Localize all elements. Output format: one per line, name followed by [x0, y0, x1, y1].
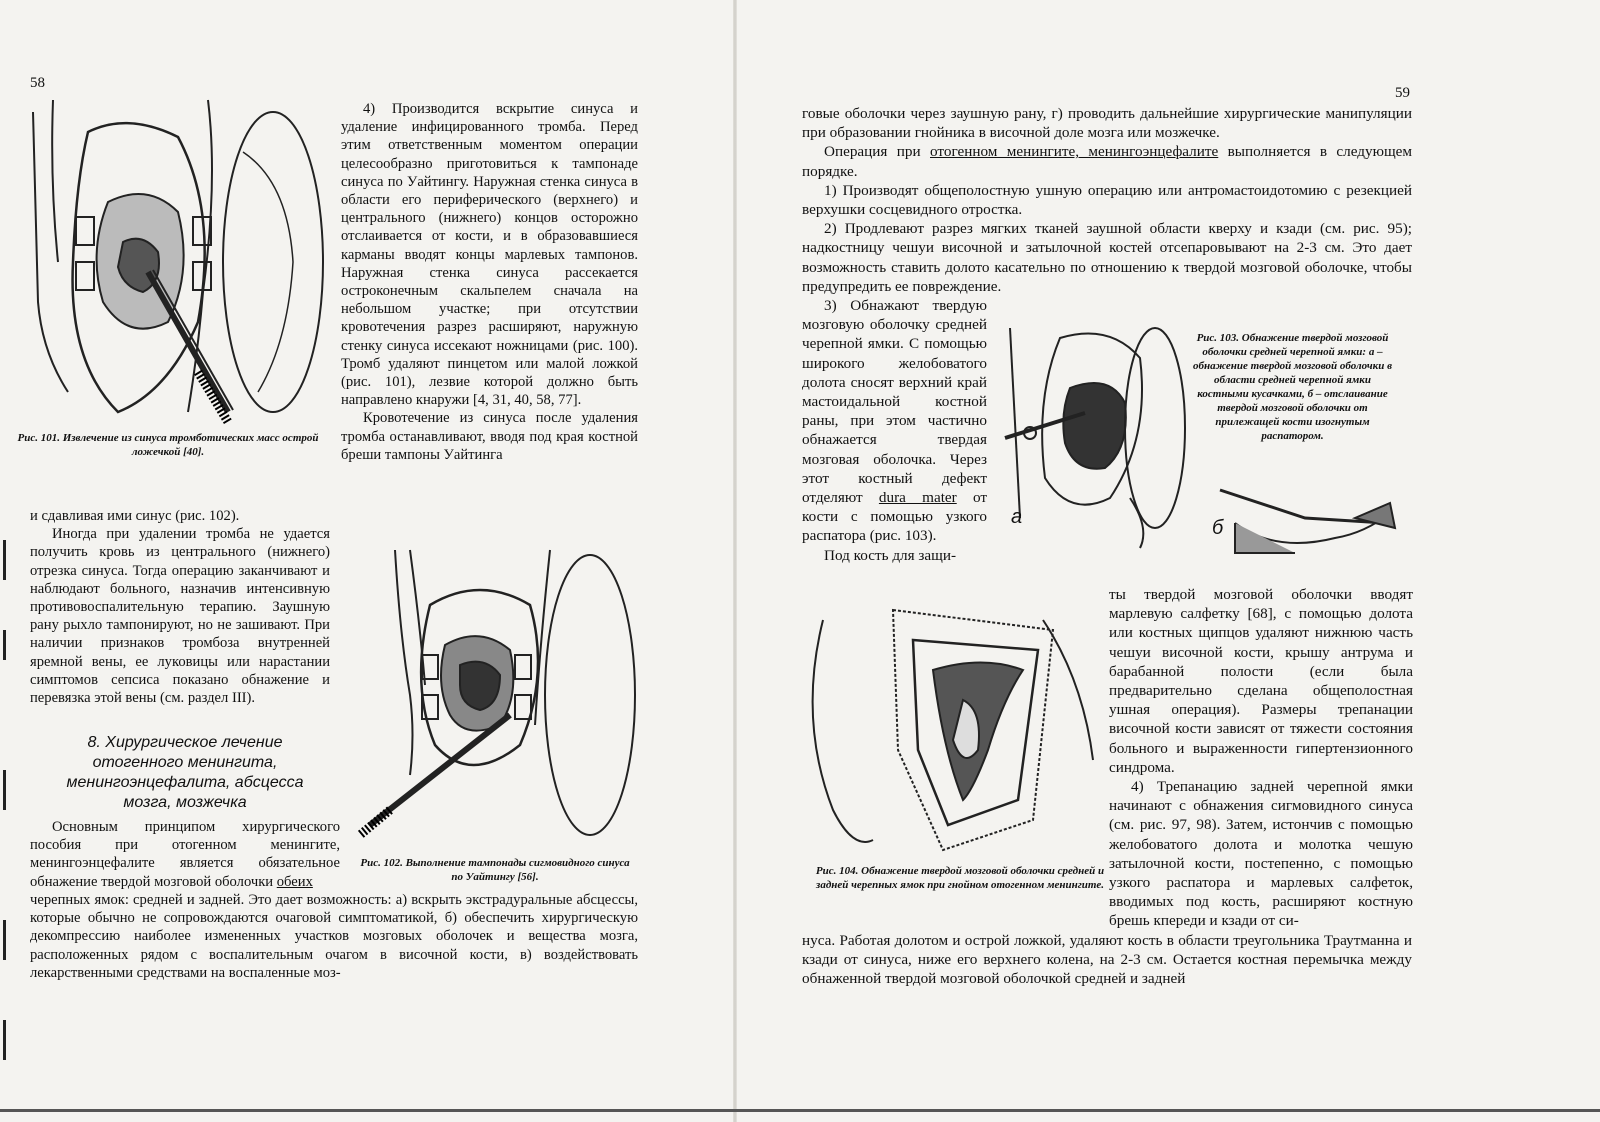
margin-mark [3, 770, 6, 810]
page-number: 59 [1395, 85, 1410, 101]
figure-104-illustration [803, 600, 1103, 860]
paragraph-thrombus: Иногда при удалении тромба не удается получить кровь из центрального (нижнего) отрезка синуса. Тогда операцию заканчивают и наблюдают больного, назначив интенсивную противовоспалительную терапию. Заушную рану рыхло тампонируют, но не зашивают. При наличии признаков тромбоза внутренней яремной вены, ее луковицы или нарастании симптомов сепсиса показано обнажение и перевязка этой вены (см. раздел III). [30, 526, 330, 707]
margin-mark [3, 630, 6, 660]
principle-continuation: черепных ямок: средней и задней. Это дает возможность: а) вскрыть экстрадуральные абсцессы, которые обычно не сопровождаются очаговой симптоматикой, б) обеспечить хирургическую декомпрессию наиболее измененных участков мозговых оболочек и вещества мозга, расположенных рядом с воспалительным очагом в височной кости, в) воздействовать лекарственными средствами на воспаленные моз- [30, 892, 638, 981]
text-top-block [802, 104, 1412, 296]
paragraph-continuation: говые оболочки через заушную рану, г) проводить дальнейшие хирургические манипуляции при образовании гнойника в височной доле мозга или мозжечке. [802, 105, 1412, 142]
underlined-term: dura mater [878, 489, 957, 507]
paragraph-principle-cont [30, 891, 638, 982]
figure-101-caption: Рис. 101. Извлечение из синуса тромботических масс острой ложечкой [40]. [17, 432, 319, 458]
paragraph-gauze: ты твердой мозговой оболочки вводят марлевую салфетку [68], с помощью долота или костных щипцов удаляют нижнюю часть чешуи височной кости, крышу антрума и барабанной полости (если была предварительно сделана общеполостная ушная операция). Размеры трепанации височной кости зависят от тяжести состояния больного и выраженности гипертензионного синдрома. [1109, 586, 1413, 776]
figure-102-illustration [350, 545, 650, 845]
text-column-right [341, 100, 638, 464]
heading-line: менингоэнцефалита, абсцесса [66, 774, 304, 791]
step-3-continuation: Под кость для защи- [824, 546, 957, 564]
heading-line: отогенного менингита, [92, 754, 278, 771]
paragraph-principle [30, 818, 340, 891]
paragraph-trautmann: нуса. Работая долотом и острой ложкой, удаляют кость в области треугольника Траутманна и кзади от синуса, ниже его верхнего колена, на 2-3 см. Остается костная перемычка между обнаженной твердой мозговой оболочкой средней и задней [802, 932, 1412, 988]
step-4: 4) Трепанацию задней черепной ямки начинают с обнажения сигмовидного синуса (см. рис. 97, 98). Затем, истончив с помощью желобоватого долота и молотка чешую затылочной кости, постепенно, с помощью узкого распатора и марлевых салфеток, вводимых под кость, расширяют костную брешь кпереди и кзади от си- [1109, 778, 1413, 930]
text-column-left [30, 507, 330, 707]
left-page [0, 0, 735, 1122]
figure-103a-illustration [1000, 318, 1190, 558]
heading-line: 8. Хирургическое лечение [87, 734, 283, 751]
right-page [735, 0, 1600, 1122]
scan-edge [0, 1109, 1600, 1112]
figure-104-caption: Рис. 104. Обнажение твердой мозговой оболочки средней и задней черепных ямок при гнойном отогенном менингите. [815, 865, 1105, 891]
section-heading [30, 733, 340, 813]
step-3: 3) Обнажают твердую мозговую оболочку средней черепной ямки. С помощью широкого желобоватого долота сносят верхний край мастоидальной костной раны, при этом частично обнажается твердая мозговая оболочка. Через этот костный дефект отделяют dura mater от кости с помощью узкого распатора (рис. 103). Под кость для защи- [802, 297, 987, 564]
page-number: 58 [30, 75, 45, 91]
paragraph-continuation: и сдавливая ими синус (рис. 102). [30, 508, 240, 524]
figure-103-caption: Рис. 103. Обнажение твердой мозговой оболочки средней черепной ямки: а – обнажение твердой мозговой оболочки в области средней черепной ямки костными кусачками, б – отслаивание твердой мозговой оболочки от прилежащей кости изогнутым распатором. [1192, 332, 1392, 442]
paragraph-sinus-opening: 4) Производится вскрытие синуса и удаление инфицированного тромба. Перед этим ответственным моментом операции целесообразно приготовиться к тампонаде синуса по Уайтингу. Наружная стенка синуса в области его периферического (верхнего) и центрального (нижнего) концов осторожно отслаивается от кости, и в образовавшиеся карманы вводят концы марлевых тампонов. Наружная стенка синуса рассекается остроконечным скальпелем сначала на небольшом участке; при отсутствии кровотечения разрез расширяют, наружную стенку синуса иссекают ножницами (рис. 100). Тромб удаляют пинцетом или малой ложкой (рис. 101), лезвие которой должно быть направлено кнаружи [4, 31, 40, 58, 77]. [341, 101, 638, 409]
principle-text: Основным принципом хирургического пособия при отогенном менингите, менингоэнцефалите является обязательное обнажение твердой мозговой оболочки [30, 819, 340, 890]
margin-mark [3, 540, 6, 580]
figure-103-label-b: б [1212, 517, 1224, 539]
heading-line: мозга, мозжечка [123, 794, 247, 811]
figure-103-label-a: а [1011, 506, 1023, 528]
text-column-fig104 [1109, 585, 1413, 931]
step-2: 2) Продлевают разрез мягких тканей заушной области кверху и кзади (см. рис. 95); надкостницу чешуи височной и затылочной костей отсепаровывают на 2-3 см. Это дает возможность ставить долото касательно по отношению к твердой мозговой оболочке, чтобы предупредить ее повреждение. [802, 220, 1412, 295]
paragraph-bleeding: Кровотечение из синуса после удаления тромба останавливают, вводя под края костной бреши тампоны Уайтинга [341, 410, 638, 463]
figure-101-illustration [28, 92, 328, 427]
figure-102-caption: Рис. 102. Выполнение тампонады сигмовидного синуса по Уайтингу [56]. [360, 857, 630, 883]
principle-underlined: обеих [276, 873, 313, 890]
margin-mark [3, 920, 6, 960]
text-bottom-block [802, 931, 1412, 989]
step-1: 1) Производят общеполостную ушную операцию или антромастоидотомию с резекцией верхушки сосцевидного отростка. [802, 181, 1412, 219]
underlined-term: отогенном менингите, менингоэнцефалите [930, 143, 1219, 161]
margin-mark [3, 1020, 6, 1060]
paragraph-operation: Операция при отогенном менингите, менингоэнцефалите выполняется в следующем порядке. [802, 143, 1413, 180]
figure-103b-illustration [1215, 478, 1400, 558]
